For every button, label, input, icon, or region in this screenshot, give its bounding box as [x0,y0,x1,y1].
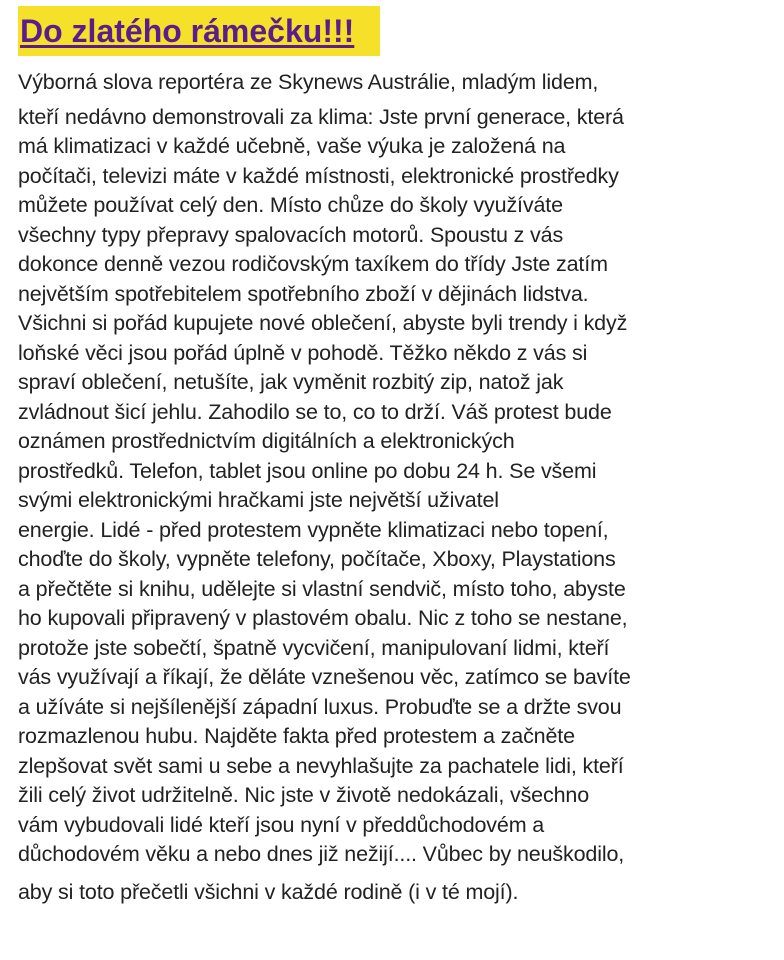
page-title: Do zlatého rámečku!!! [20,13,355,49]
article-line: loňské věci jsou pořád úplně v pohodě. Těžko někdo z vás si [18,340,588,365]
article-line: a přečtěte si knihu, udělejte si vlastní sendvič, místo toho, abyste [18,576,626,601]
article-line: Všichni si pořád kupujete nové oblečení, abyste byli trendy i když [18,311,628,335]
article-line: všechny typy přepravy spalovacích motorů. Spoustu z vás [18,222,564,247]
article-line: svými elektronickými hračkami jste největší uživatel [18,488,499,512]
article-line: důchodovém věku a nebo dnes již nežijí.... Vůbec by neuškodilo, [18,842,625,866]
title-highlight [18,6,380,56]
article-line: žili celý život udržitelně. Nic jste v životě nedokázali, všechno [18,783,590,807]
article-line: a užíváte si nejšílenější západní luxus. Probuďte se a držte svou [18,694,622,719]
article-line: Výborná slova reportéra ze Skynews Austrálie, mladým lidem, [18,70,599,94]
article-line: můžete používat celý den. Místo chůze do školy využíváte [18,193,563,217]
article-line: protože jste sobečtí, špatně vycvičení, manipulovaní lidmi, kteří [18,635,610,660]
article-line: zlepšovat svět sami u sebe a nevyhlašujte za pachatele lidi, kteří [18,753,624,778]
article-line: prostředků. Telefon, tablet jsou online po dobu 24 h. Se všemi [18,458,597,483]
article-body [18,68,778,907]
article-line: největším spotřebitelem spotřebního zboží v dějinách lidstva. [18,281,589,306]
article-line: rozmazlenou hubu. Najděte fakta před protestem a začněte [18,724,575,748]
article-line: počítači, televizi máte v každé místnosti, elektronické prostředky [18,163,619,188]
article-line: oznámen prostřednictvím digitálních a elektronických [18,429,515,453]
article-line: ho kupovali připravený v plastovém obalu. Nic z toho se nestane, [18,606,628,630]
article-line: zvládnout šicí jehlu. Zahodilo se to, co to drží. Váš protest bude [18,399,612,424]
article-line: má klimatizaci v každé učebně, vaše výuka je založená na [18,134,566,158]
article-line: energie. Lidé - před protestem vypněte klimatizaci nebo topení, [18,517,609,542]
article-line: vás využívají a říkají, že děláte vznešenou věc, zatímco se bavíte [18,665,631,689]
article-line: aby si toto přečetli všichni v každé rodině (i v té mojí). [18,879,519,904]
article-line: spraví oblečení, netušíte, jak vyměnit rozbitý zip, natož jak [18,370,564,394]
article-line: choďte do školy, vypněte telefony, počítače, Xboxy, Playstations [18,547,616,571]
article-line: kteří nedávno demonstrovali za klima: Jste první generace, která [18,104,624,129]
article-line: dokonce denně vezou rodičovským taxíkem do třídy Jste zatím [18,252,608,276]
article-line: vám vybudovali lidé kteří jsou nyní v předdůchodovém a [18,812,545,837]
